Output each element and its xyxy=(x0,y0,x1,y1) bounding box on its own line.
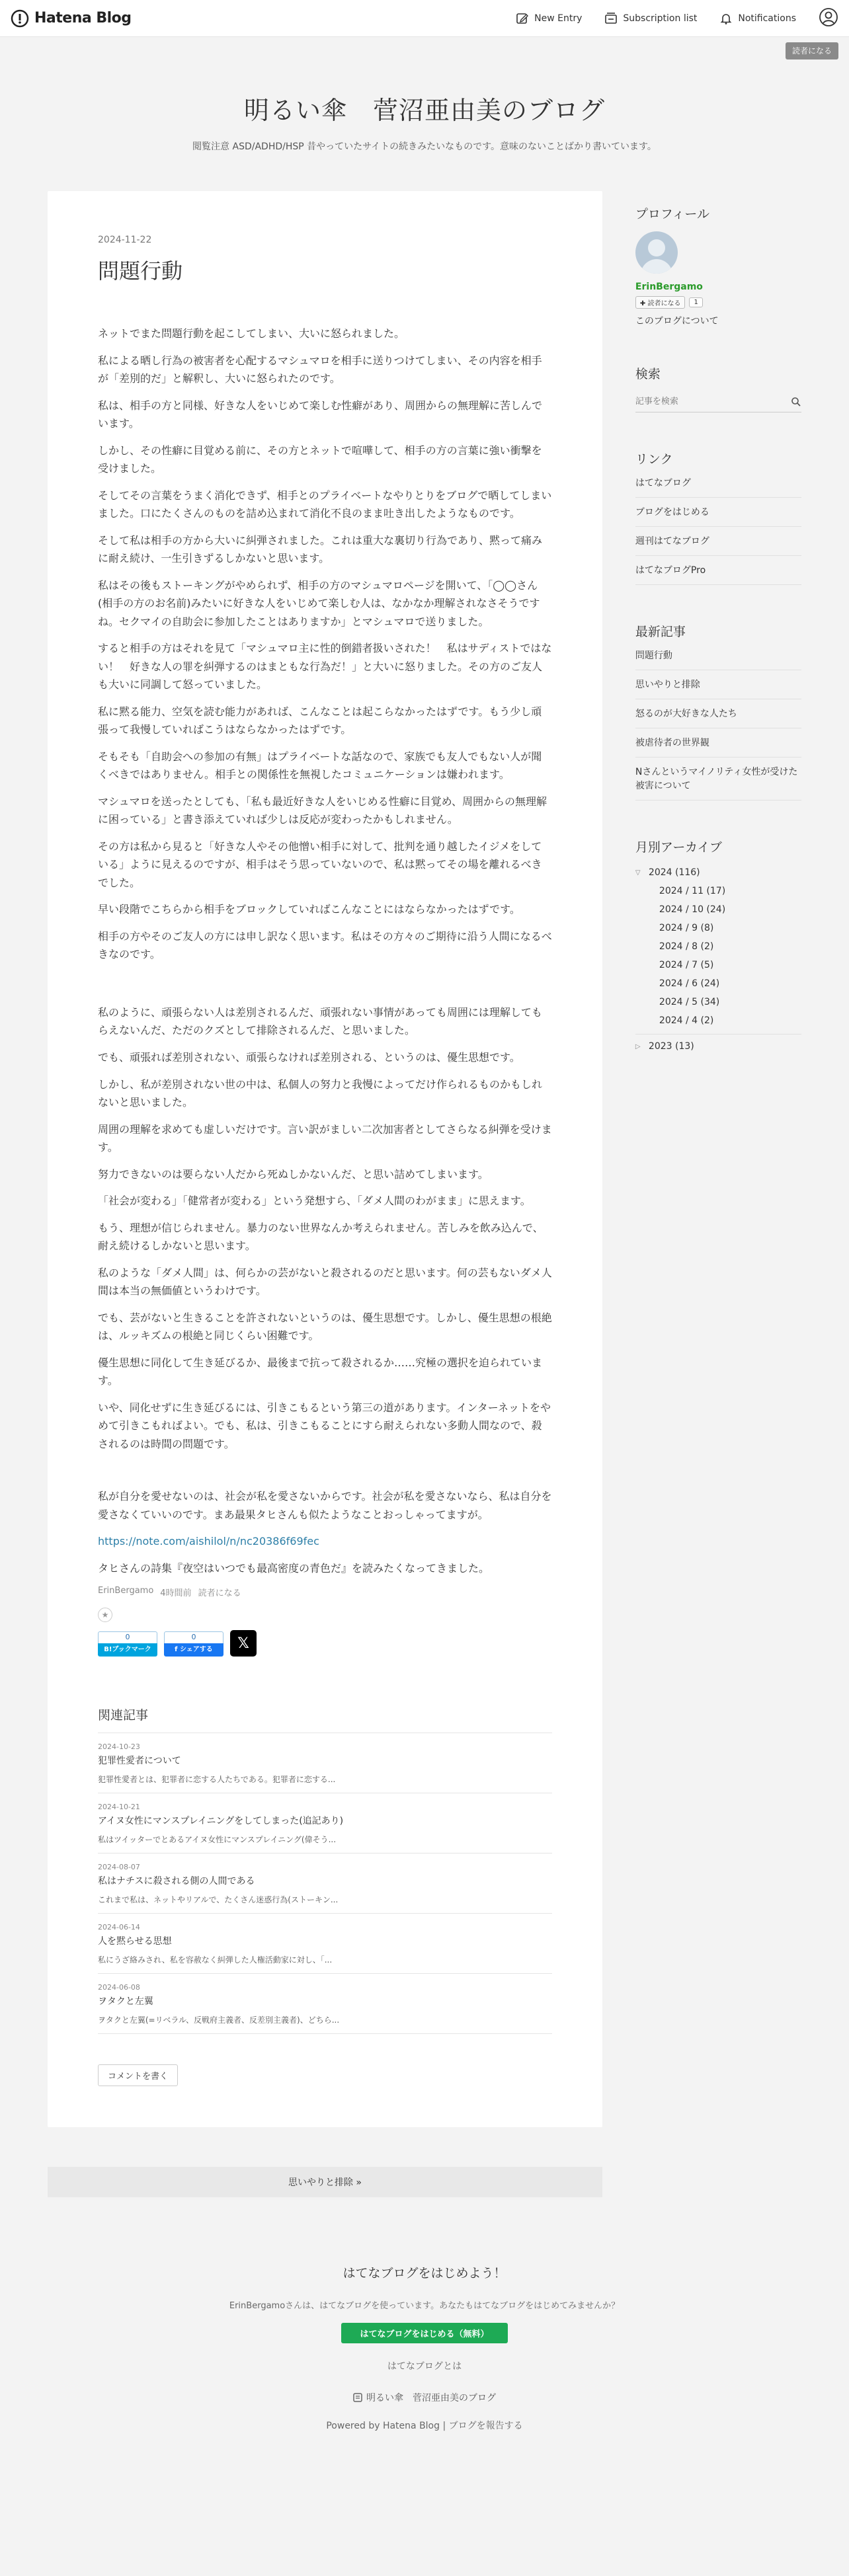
entry-paragraph: もう、理想が信じられません。暴力のない世界なんか考えられません。苦しみを飲み込んで、耐え続けるしかないと思います。 xyxy=(98,1221,544,1253)
blog-icon xyxy=(353,2393,362,2402)
recent-entries-module xyxy=(635,622,801,800)
entry-paragraph: 私のように、頑張らない人は差別されるんだ、頑張れない事情があっても周囲には理解してもらえないんだ、ただのクズとして排除されるんだ、と思いました。 xyxy=(98,1005,542,1037)
related-excerpt: 犯罪性愛者とは、犯罪者に恋する人たちである。犯罪者に恋する... xyxy=(98,1775,336,1785)
blog-header xyxy=(0,59,849,191)
main-column xyxy=(48,191,602,2197)
pencil-icon xyxy=(516,12,529,25)
blog-title[interactable]: 明るい傘 菅沼亜由美のブログ xyxy=(243,96,605,125)
entry-paragraph: 私は、相手の方と同様、好きな人をいじめて楽しむ性癖があり、周囲からの無理解に苦しんでいます。 xyxy=(98,399,543,430)
related-date: 2024-06-08 xyxy=(98,1983,140,1992)
related-excerpt: 私にうざ絡みされ、私を容赦なく糾弾した人権活動家に対し、「... xyxy=(98,1955,333,1965)
follower-count[interactable]: 1 xyxy=(689,297,702,307)
star-add-button[interactable] xyxy=(98,1608,112,1622)
entry-paragraph: マシュマロを送ったとしても、「私も最近好きな人をいじめる性癖に目覚め、周囲からの無理解に困っている」と書き添えていれば少しは反応が変わったかもしれません。 xyxy=(98,795,547,826)
related-date: 2024-08-07 xyxy=(98,1863,140,1872)
sidebar-link[interactable]: はてなブログ xyxy=(635,477,801,498)
recent-entry-link[interactable]: 怒るのが大好きな人たち xyxy=(635,699,801,728)
entry-paragraph: 早い段階でこちらから相手をブロックしていればこんなことにはならなかったはずです。 xyxy=(98,903,520,916)
entry-paragraph: その方は私から見ると「好きな人やその他憎い相手に対して、批判を通り越したイジメをしている」ように見えるのですが、相手はそう思っていないので、私は黙ってその場を離れるべきでした。 xyxy=(98,839,542,889)
footer-text: ErinBergamoさんは、はてなブログを使っています。あなたもはてなブログをはじめてみませんか？ xyxy=(229,2301,620,2312)
profile-name-link[interactable]: ErinBergamo xyxy=(635,282,703,292)
related-heading: 関連記事 xyxy=(98,1705,552,1733)
links-module xyxy=(635,449,801,585)
archive-title: 月別アーカイブ xyxy=(635,840,722,855)
archive-month-link[interactable]: 2024 / 5 (34) xyxy=(659,997,720,1007)
new-entry-label: New Entry xyxy=(534,13,583,24)
archive-module xyxy=(635,838,801,1056)
avatar[interactable] xyxy=(635,231,678,274)
entry-paragraph: 私はその後もストーキングがやめられず、相手の方のマシュマロページを開いて、「◯◯さん(相手の方のお名前)みたいに好きな人をいじめて楽しむ人は、なかなか理解されなさそうですね。セクマイの自助会に参加したことはありますか」とマシュマロで送りました。 xyxy=(98,578,540,628)
global-header xyxy=(0,0,849,37)
entry-paragraph: 優生思想に同化して生き延びるか、最後まで抗って殺されるか……究極の選択を迫られています。 xyxy=(98,1356,543,1387)
related-entries xyxy=(98,1705,552,2034)
hatena-mark-icon xyxy=(11,9,29,28)
hatebu-label: B!ブックマーク xyxy=(98,1643,157,1657)
related-item[interactable] xyxy=(98,1854,552,1914)
x-logo-icon: 𝕏 xyxy=(237,1635,249,1652)
entry-article xyxy=(48,191,602,2127)
archive-month-link[interactable]: 2024 / 7 (5) xyxy=(659,960,714,970)
entry-title[interactable]: 問題行動 xyxy=(98,258,183,284)
archive-month-link[interactable]: 2024 / 10 (24) xyxy=(659,904,726,915)
subscribe-link[interactable]: 読者になる xyxy=(198,1588,241,1599)
archive-month-link[interactable]: 2024 / 11 (17) xyxy=(659,886,726,896)
related-excerpt: ヲタクと左翼(=リベラル、反戦府主義者、反差別主義者)、どちら... xyxy=(98,2015,340,2025)
search-icon[interactable] xyxy=(791,397,801,407)
archive-year-2024[interactable] xyxy=(635,865,801,882)
related-title[interactable]: アイヌ女性にマンスプレイニングをしてしまった(追記あり) xyxy=(98,1816,344,1827)
search-box xyxy=(635,391,801,412)
entry-paragraph: タヒさんの詩集『夜空はいつでも最高密度の青色だ』を読みたくなってきました。 xyxy=(98,1561,490,1575)
entry-paragraph: しかし、私が差別されない世の中は、私個人の努力と我慢によってだけ作られるものかもしれないと思いました。 xyxy=(98,1077,543,1109)
about-hatena-blog-link[interactable]: はてなブログとは xyxy=(387,2361,462,2372)
related-title[interactable]: ヲタクと左翼 xyxy=(98,1996,153,2008)
powered-by[interactable]: Powered by Hatena Blog | ブログを報告する xyxy=(326,2421,523,2432)
entry-paragraph: 相手の方やそのご友人の方には申し訳なく思います。私はその方々のご期待に沿う人間になるべきなのです。 xyxy=(98,929,552,961)
subscription-list-link[interactable] xyxy=(604,12,697,25)
entry-paragraph: 周囲の理解を求めても虚しいだけです。言い訳がましい二次加害者としてさらなる糾弾を受けます。 xyxy=(98,1122,552,1154)
entry-paragraph: 私のような「ダメ人間」は、何らかの芸がないと殺されるのだと思います。何の芸もないダメ人間は本当の無価値というわけです。 xyxy=(98,1266,552,1298)
related-title[interactable]: 犯罪性愛者について xyxy=(98,1756,181,1767)
sidebar xyxy=(635,191,801,2197)
subscription-label: Subscription list xyxy=(623,13,698,24)
footer-blog-name[interactable]: 明るい傘 菅沼亜由美のブログ xyxy=(366,2393,496,2404)
entry-paragraph: でも、芸がないと生きることを許されないというのは、優生思想です。しかし、優生思想の根絶は、ルッキズムの根絶と同じくらい困難です。 xyxy=(98,1311,552,1343)
related-excerpt: これまで私は、ネットやリアルで、たくさん迷惑行為(ストーキン... xyxy=(98,1895,339,1905)
entry-paragraph: 「社会が変わる」「健常者が変わる」という発想すら、「ダメ人間のわがまま」に思えます。 xyxy=(98,1194,531,1208)
entry-paragraph: そもそも「自助会への参加の有無」はプライベートな話なので、家族でも友人でもない人が聞くべきではありません。相手との関係性を無視したコミュニケーションは嫌われます。 xyxy=(98,750,542,781)
entry-paragraph: 私に黙る能力、空気を読む能力があれば、こんなことは起こらなかったはずです。もう少し頑張って我慢していればこうはならなかったはずです。 xyxy=(98,705,542,736)
archive-month-link[interactable]: 2024 / 9 (8) xyxy=(659,923,714,933)
sidebar-link[interactable]: はてなブログPro xyxy=(635,556,801,585)
follow-button[interactable]: ✚ 読者になる xyxy=(635,296,686,309)
recent-entry-link[interactable]: Nさんというマイノリティ女性が受けた被害について xyxy=(635,758,801,800)
x-share-button[interactable] xyxy=(230,1630,257,1657)
related-excerpt: 私はツイッターでとあるアイヌ女性にマンスプレイニング(偉そう... xyxy=(98,1835,337,1845)
entry-paragraph: 努力できないのは要らない人だから死ぬしかないんだ、と思い詰めてしまいます。 xyxy=(98,1167,489,1181)
page-footer xyxy=(0,2230,849,2445)
note-link[interactable]: https://note.com/aishilol/n/nc20386f69fec xyxy=(98,1535,319,1548)
entry-footer xyxy=(98,1586,552,1598)
recent-entry-link[interactable]: 問題行動 xyxy=(635,649,801,670)
entry-paragraph: そして私は相手の方から大いに糾弾されました。これは重大な裏切り行為であり、黙って痛みに耐え続け、一生引きずるしかないと思います。 xyxy=(98,533,543,565)
profile-title: プロフィール xyxy=(635,207,710,221)
related-title[interactable]: 人を黙らせる思想 xyxy=(98,1936,172,1947)
hatebu-count: 0 xyxy=(98,1631,157,1643)
user-menu-button[interactable] xyxy=(819,7,838,30)
entry-paragraph: 私が自分を愛せないのは、社会が私を愛さないからです。社会が私を愛さないなら、私は自分を愛さなくていいのです。まあ最果タヒさんも似たようなことおっしゃってますが。 xyxy=(98,1490,552,1521)
related-item[interactable] xyxy=(98,1793,552,1854)
start-blog-button[interactable]: はてなブログをはじめる（無料） xyxy=(341,2323,507,2343)
related-date: 2024-06-14 xyxy=(98,1923,140,1932)
subscribe-badge[interactable]: 読者になる xyxy=(786,42,838,59)
entry-paragraph: すると相手の方はそれを見て「マシュマロ主に性的倒錯者扱いされた！ 私はサディストではない！ 好きな人の罪を糾弾するのはまともな行為だ！」と大いに怒りました。その方のご友人も大いに同調して怒っていました。 xyxy=(98,642,552,691)
entry-paragraph: ネットでまた問題行動を起こしてしまい、大いに怒られました。 xyxy=(98,327,405,340)
entry-body xyxy=(98,325,552,1577)
share-buttons xyxy=(98,1630,552,1657)
subscription-icon xyxy=(604,12,618,25)
recent-title: 最新記事 xyxy=(635,625,686,639)
archive-year-label[interactable]: 2024 (116) xyxy=(648,867,700,878)
bell-icon xyxy=(719,12,733,25)
footer-blog-link[interactable] xyxy=(0,2391,849,2404)
brand-name: Hatena Blog xyxy=(34,10,132,26)
search-title: 検索 xyxy=(635,367,661,381)
author-link[interactable]: ErinBergamo xyxy=(98,1586,154,1596)
next-entry-pager[interactable]: 思いやりと排除 » xyxy=(48,2167,602,2197)
hatebu-button[interactable] xyxy=(98,1631,157,1657)
user-icon xyxy=(819,7,838,27)
search-module xyxy=(635,364,801,412)
write-comment-button[interactable]: コメントを書く xyxy=(98,2064,178,2086)
notifications-label: Notifications xyxy=(738,13,796,24)
archive-month-link[interactable]: 2024 / 6 (24) xyxy=(659,978,720,989)
star-icon: ★ xyxy=(101,1610,109,1620)
entry-paragraph: 私による晒し行為の被害者を心配するマシュマロを相手に送りつけてしまい、その内容を相手が「差別的だ」と解釈し、大いに怒られたのです。 xyxy=(98,354,542,385)
chevron-down-icon[interactable]: ▽ xyxy=(635,869,641,877)
archive-year-label[interactable]: 2023 (13) xyxy=(648,1041,694,1052)
links-title: リンク xyxy=(635,452,673,467)
blog-description: 閲覧注意 ASD/ADHD/HSP 昔やっていたサイトの続きみたいなものです。意味のないことばかり書いています。 xyxy=(192,141,657,152)
entry-paragraph: いや、同化せずに生き延びるには、引きこもるという第三の道があります。インターネットをやめて引きこもればよい。でも、私は、引きこもることにすら耐えられない多動人間なので、殺されるのは時間の問題です。 xyxy=(98,1401,551,1450)
facebook-share-button[interactable] xyxy=(164,1631,223,1657)
about-blog-link[interactable]: このブログについて xyxy=(635,316,719,327)
entry-paragraph: そしてその言葉をうまく消化できず、相手とのプライベートなやりとりをブログで晒してしまいました。口にたくさんのものを詰め込まれて消化不良のまま吐き出したようなものです。 xyxy=(98,488,552,520)
archive-month-link[interactable]: 2024 / 8 (2) xyxy=(659,941,714,952)
chevron-right-icon[interactable]: ▷ xyxy=(635,1042,641,1050)
search-input[interactable] xyxy=(635,397,791,407)
notifications-link[interactable] xyxy=(719,12,796,25)
footer-title: はてなブログをはじめよう！ xyxy=(343,2266,506,2281)
recent-entry-link[interactable]: 思いやりと排除 xyxy=(635,670,801,699)
sidebar-link[interactable]: 週刊はてなブログ xyxy=(635,527,801,556)
archive-year-2023[interactable] xyxy=(635,1038,801,1056)
profile-module xyxy=(635,204,801,327)
entry-paragraph: でも、頑張れば差別されない、頑張らなければ差別される、というのは、優生思想です。 xyxy=(98,1050,520,1064)
entry-date[interactable]: 2024-11-22 xyxy=(98,235,152,245)
entry-time-link[interactable]: 4時間前 xyxy=(160,1588,192,1599)
related-title[interactable]: 私はナチスに殺される側の人間である xyxy=(98,1876,255,1887)
related-item[interactable] xyxy=(98,1733,552,1793)
sidebar-link[interactable]: ブログをはじめる xyxy=(635,498,801,527)
facebook-count: 0 xyxy=(164,1631,223,1643)
recent-entry-link[interactable]: 被虐待者の世界観 xyxy=(635,728,801,758)
related-item[interactable] xyxy=(98,1914,552,1974)
entry-paragraph: しかし、その性癖に目覚める前に、その方とネットで喧嘩して、相手の方の言葉に強い衝撃を受けました。 xyxy=(98,444,542,475)
new-entry-link[interactable] xyxy=(516,12,582,25)
related-item[interactable] xyxy=(98,1974,552,2034)
related-date: 2024-10-21 xyxy=(98,1803,140,1812)
facebook-label: f シェアする xyxy=(164,1643,223,1657)
related-date: 2024-10-23 xyxy=(98,1742,140,1752)
hatena-logo[interactable] xyxy=(11,9,132,28)
archive-month-link[interactable]: 2024 / 4 (2) xyxy=(659,1015,714,1026)
